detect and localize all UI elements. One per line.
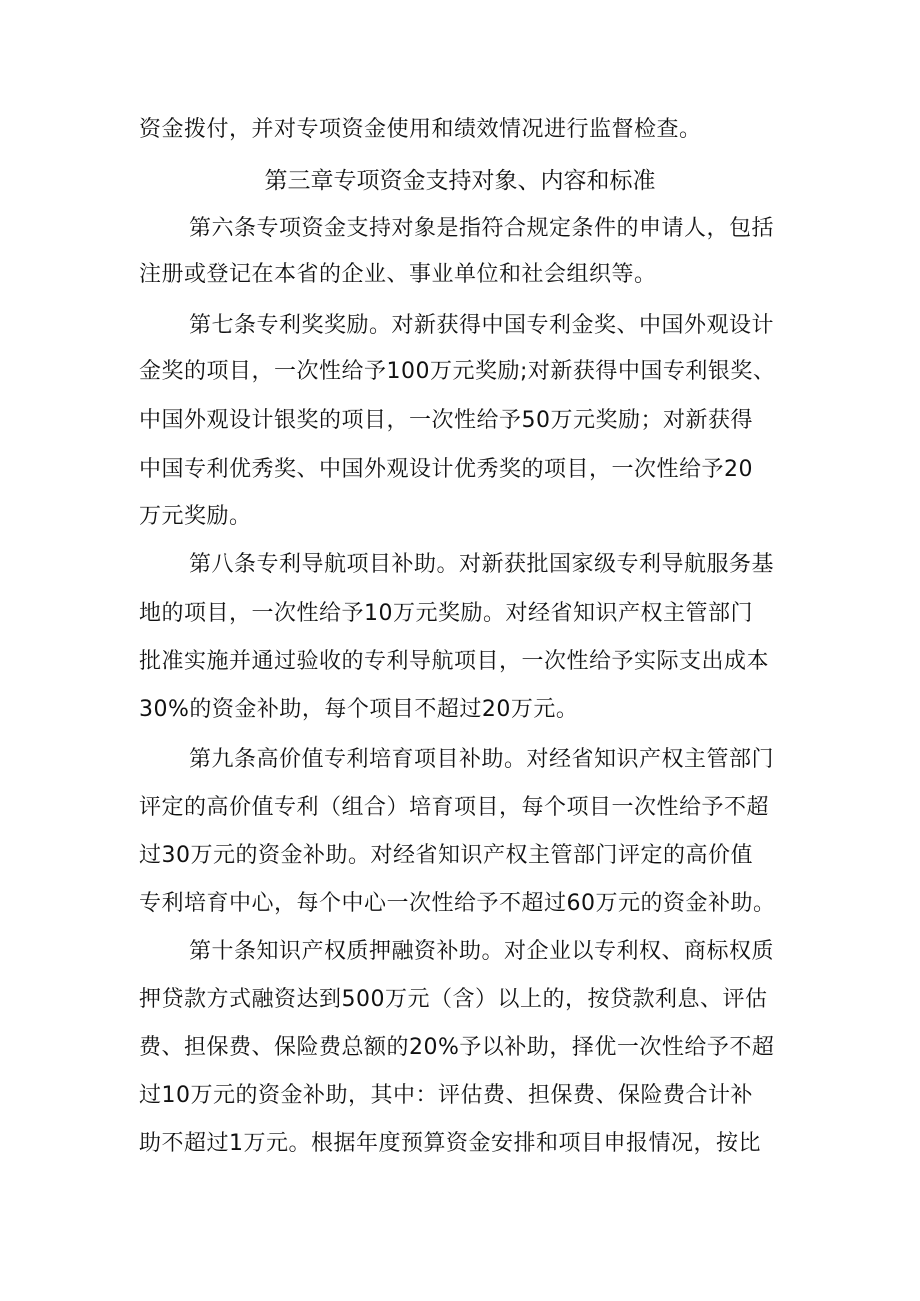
paragraph-line: 第十条知识产权质押融资补助。对企业以专利权、商标权质 [189, 939, 775, 964]
paragraph-line: 地的项目，一次性给予10万元奖励。对经省知识产权主管部门 [139, 601, 753, 626]
paragraph-line: 押贷款方式融资达到500万元（含）以上的，按贷款利息、评估 [139, 987, 768, 1012]
paragraph-line: 注册或登记在本省的企业、事业单位和社会组织等。 [139, 262, 657, 287]
paragraph-line: 万元奖励。 [139, 504, 252, 529]
paragraph-line: 第九条高价值专利培育项目补助。对经省知识产权主管部门 [189, 747, 775, 772]
paragraph-line: 费、担保费、保险费总额的20%予以补助，择优一次性给予不超 [139, 1035, 775, 1060]
paragraph-line: 资金拨付，并对专项资金使用和绩效情况进行监督检查。 [139, 117, 702, 142]
paragraph-line: 过30万元的资金补助。对经省知识产权主管部门评定的高价值 [139, 843, 753, 868]
paragraph-line: 第六条专项资金支持对象是指符合规定条件的申请人，包括 [189, 216, 775, 241]
chapter-heading: 第三章专项资金支持对象、内容和标准 [264, 168, 656, 194]
paragraph-line: 第七条专利奖奖励。对新获得中国专利金奖、中国外观设计 [189, 313, 775, 338]
paragraph-line: 金奖的项目，一次性给予100万元奖励;对新获得中国专利银奖、 [139, 359, 776, 384]
paragraph-line: 30%的资金补助，每个项目不超过20万元。 [139, 697, 579, 722]
paragraph-line: 批准实施并通过验收的专利导航项目，一次性给予实际支出成本 [139, 649, 770, 674]
paragraph-line: 助不超过1万元。根据年度预算资金安排和项目申报情况，按比 [139, 1131, 761, 1156]
paragraph-line: 过10万元的资金补助，其中：评估费、担保费、保险费合计补 [139, 1083, 753, 1108]
paragraph-line: 评定的高价值专利（组合）培育项目，每个项目一次性给予不超 [139, 795, 770, 820]
paragraph-line: 专利培育中心，每个中心一次性给予不超过60万元的资金补助。 [139, 891, 776, 916]
paragraph-line: 中国专利优秀奖、中国外观设计优秀奖的项目，一次性给予20 [139, 457, 753, 482]
paragraph-line: 中国外观设计银奖的项目，一次性给予50万元奖励；对新获得 [139, 408, 753, 433]
paragraph-line: 第八条专利导航项目补助。对新获批国家级专利导航服务基 [189, 552, 775, 577]
